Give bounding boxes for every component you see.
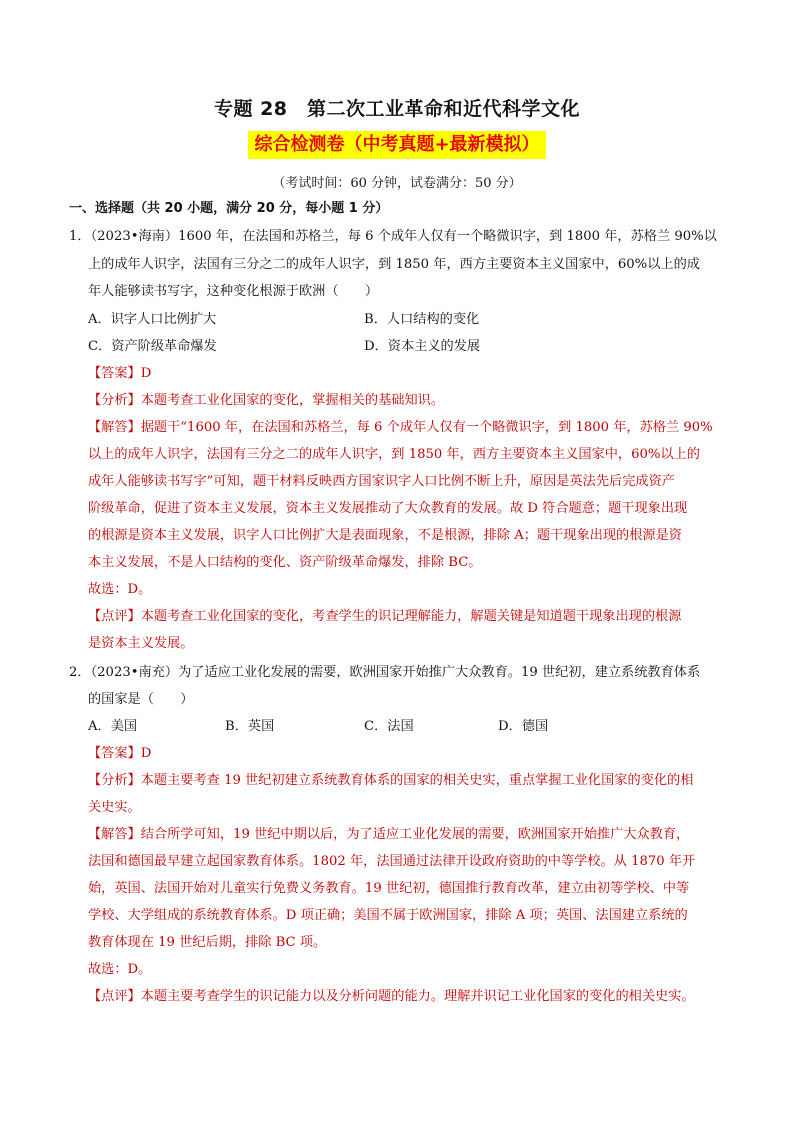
- q2-solution-line: [88, 823, 689, 842]
- q1-solution-line: [88, 416, 713, 435]
- section-heading: 一、选择题（共 20 小题，满分 20 分，每小题 1 分）: [69, 201, 389, 216]
- comment-text: 本题主要考查学生的识记能力以及分析问题的能力。理解并识记工业化国家的变化的相关史实。: [140, 989, 695, 1004]
- page-subtitle: 综合检测卷（中考真题+最新模拟）: [248, 131, 545, 159]
- q2-option-b: B．英国: [225, 719, 275, 734]
- solution-text: 据题干“1600 年，在法国和苏格兰，每 6 个成年人仅有一个略微识字，到 1800 年，苏格兰 90%: [140, 420, 713, 435]
- q2-solution-line: 教育体现在 19 世纪后期，排除 BC 项。: [88, 935, 327, 950]
- comment-tag: 【点评】: [88, 989, 141, 1004]
- answer-value: D: [140, 366, 152, 381]
- q1-solution-line: 成年人能够读书写字”可知，题干材料反映西方国家识字人口比例不断上升，原因是英法先后完成资产: [88, 474, 675, 489]
- q1-option-d: D．资本主义的发展: [364, 339, 481, 354]
- q2-analysis-line: [88, 769, 693, 788]
- q1-choice: 故选：D。: [88, 582, 152, 597]
- q1-stem-line: 1．（2023•海南）1600 年，在法国和苏格兰，每 6 个成年人仅有一个略微识字，到 1800 年，苏格兰 90%以: [69, 229, 717, 244]
- q1-comment-line: 是资本主义发展。: [88, 636, 194, 651]
- comment-text: 本题考查工业化国家的变化，考查学生的识记理解能力，解题关键是知道题干现象出现的根源: [140, 609, 682, 624]
- q2-option-a: A．美国: [88, 719, 138, 734]
- analysis-text: 本题主要考查 19 世纪初建立系统教育体系的国家的相关史实，重点掌握工业化国家的变化的相: [140, 773, 694, 788]
- q2-stem-line: 的国家是（ ）: [88, 692, 194, 707]
- q2-stem-line: 2．（2023•南充）为了适应工业化发展的需要，欧洲国家开始推广大众教育。19 世纪初，建立系统教育体系: [69, 665, 701, 680]
- q2-answer: [88, 742, 151, 761]
- q1-solution-line: 的根源是资本主义发展，识字人口比例扩大是表面现象，不是根源，排除 A；题干现象出现的根源是资: [88, 528, 682, 543]
- answer-tag: 【答案】: [88, 366, 141, 381]
- q2-choice: 故选：D。: [88, 962, 152, 977]
- q1-solution-line: 本主义发展，不是人口结构的变化、资产阶级革命爆发，排除 BC。: [88, 555, 482, 570]
- q1-stem-line: 上的成年人识字，法国有三分之二的成年人识字，到 1850 年，西方主要资本主义国家中，60%以上的成: [88, 257, 700, 272]
- q1-solution-line: 阶级革命，促进了资本主义发展，资本主义发展推动了大众教育的发展。故 D 符合题意；题干现象出现: [88, 501, 688, 516]
- q1-answer: [88, 362, 151, 381]
- q1-option-c: C．资产阶级革命爆发: [88, 339, 217, 354]
- analysis-text: 本题考查工业化国家的变化，掌握相关的基础知识。: [140, 393, 445, 408]
- page-title: 专题 28 第二次工业革命和近代科学文化: [213, 98, 581, 120]
- comment-tag: 【点评】: [88, 609, 141, 624]
- q2-comment-line: [88, 985, 695, 1004]
- solution-tag: 【解答】: [88, 420, 141, 435]
- answer-value: D: [140, 746, 152, 761]
- q1-analysis: [88, 389, 444, 408]
- q2-option-d: D．德国: [498, 719, 549, 734]
- answer-tag: 【答案】: [88, 746, 141, 761]
- solution-text: 结合所学可知，19 世纪中期以后，为了适应工业化发展的需要，欧洲国家开始推广大众教育，: [140, 827, 690, 842]
- solution-tag: 【解答】: [88, 827, 141, 842]
- q1-comment-line: [88, 605, 681, 624]
- q1-stem-line: 年人能够读书写字，这种变化根源于欧洲（ ）: [88, 284, 379, 299]
- q2-option-c: C．法国: [364, 719, 414, 734]
- q2-solution-line: 法国和德国最早建立起国家教育体系。1802 年，法国通过法律开设政府资助的中等学校。从 1870 年开: [88, 854, 696, 869]
- exam-info: （考试时间：60 分钟，试卷满分：50 分）: [272, 176, 522, 191]
- q1-option-a: A．识字人口比例扩大: [88, 312, 217, 327]
- subtitle-wrap: [0, 131, 794, 159]
- analysis-tag: 【分析】: [88, 773, 141, 788]
- analysis-tag: 【分析】: [88, 393, 141, 408]
- q1-solution-line: 以上的成年人识字，法国有三分之二的成年人识字，到 1850 年，西方主要资本主义国家中，60%以上的: [88, 447, 700, 462]
- q1-option-b: B．人口结构的变化: [364, 312, 480, 327]
- q2-solution-line: 学校、大学组成的系统教育体系。D 项正确；美国不属于欧洲国家，排除 A 项；英国、法国建立系统的: [88, 908, 688, 923]
- q2-analysis-line: 关史实。: [88, 800, 141, 815]
- q2-solution-line: 始，英国、法国开始对儿童实行免费义务教育。19 世纪初，德国推行教育改革，建立由初等学校、中等: [88, 881, 690, 896]
